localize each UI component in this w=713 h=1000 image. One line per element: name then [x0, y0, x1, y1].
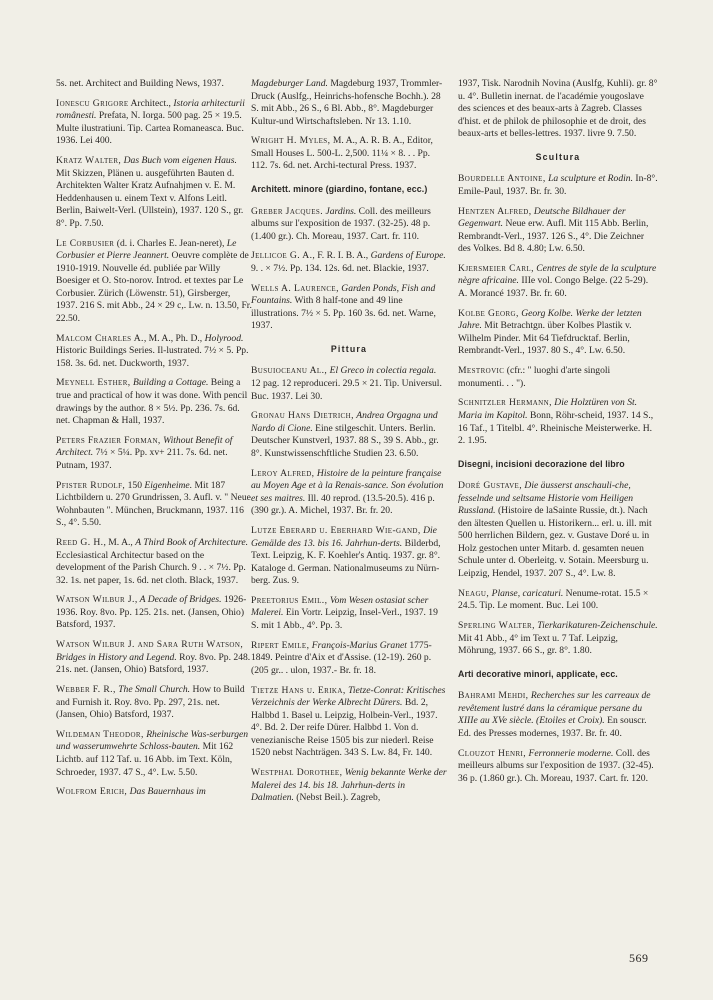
- entry-title: Vom Wesen ostasiat scher Malerei.: [251, 594, 429, 619]
- entry-author: Watson Wilbur J. and Sara Ruth Watson,: [56, 639, 244, 651]
- entry-author: Doré Gustave,: [458, 480, 523, 492]
- bibliography-entry: [458, 263, 658, 301]
- section-heading: Pittura: [330, 343, 368, 354]
- entry-author: Le Corbusier: [56, 237, 115, 249]
- bibliography-entry: [458, 480, 658, 580]
- bibliography-entry: [251, 640, 447, 678]
- entry-author: Jellicoe G. A.: [251, 250, 313, 262]
- entry-details: M. A., A. R. B. A., Editor, Small Houses L. 500-L. 2,500. 11¼ × 8. . . Pp. 112. 7s. 6d. net. Archi-tectural Press. 1937.: [251, 135, 433, 172]
- entry-details: 5s. net. Architect and Building News, 1937.: [56, 78, 224, 89]
- entry-author: Neagu,: [458, 587, 490, 599]
- entry-author: Hentzen Alfred,: [458, 205, 532, 217]
- entry-title: Wenig bekannte Werke der Malerei des 14. bis 18. Jahrhun-derts in Dalmatien.: [251, 767, 447, 804]
- entry-details: Prefata, N. Iorga. 500 pag. 25 × 19.5. Multe ilustratiuni. Tip. Cartea Romaneasca. Buc. 1936. Lei 400.: [56, 110, 244, 147]
- bibliography-entry: [458, 173, 658, 198]
- bibliography-entry: [251, 78, 447, 128]
- entry-connector: ,: [134, 594, 140, 606]
- bibliography-entry: [251, 283, 447, 333]
- entry-author: Wells A. Laurence,: [251, 282, 339, 294]
- entry-connector: (d. i. Charles E. Jean-neret),: [114, 237, 227, 249]
- entry-details: Mit 162 Lichtb. auf 112 Taf. u. 16 Abb. im Text. Köln, Schroeder, 1937. 47 S., 4°. Lw. 5.50.: [56, 741, 234, 778]
- entry-author: Meynell Esther,: [56, 377, 131, 389]
- bibliography-entry: [458, 748, 658, 786]
- entry-title: Das Bauernhaus im: [129, 786, 206, 798]
- entry-title: Das Buch vom eigenen Haus.: [123, 155, 237, 167]
- entry-title: Histoire de la peinture française au Moyen Age et à la Renais-sance. Son évolution et ses maitres.: [251, 467, 444, 504]
- entry-title: Gardens of Europe.: [370, 250, 446, 262]
- entry-details: Coll. des meilleurs albums sur l'exposition de 1937. (32-25). 48 p. (1.400 gr.). Ch. Moreau, 1937. Cart. fr. 110.: [251, 205, 431, 242]
- bibliography-entry: [458, 206, 658, 256]
- entry-title: Die Gemälde des 13. bis 16. Jahrhun-derts.: [251, 524, 437, 549]
- entry-author: Greber Jacques.: [251, 205, 324, 217]
- bibliography-entry: [56, 78, 252, 91]
- entry-title: Holyrood.: [204, 332, 244, 344]
- bibliography-entry: [458, 397, 658, 447]
- entry-details: En souscr. Ed. des Presses modernes, 1937. Br. fr. 40.: [458, 715, 647, 739]
- entry-title: Tietze-Conrat: Kritisches Verzeichnis der Werke Albrecht Dürers.: [251, 684, 446, 709]
- entry-title: Bridges in History and Legend.: [56, 651, 177, 663]
- bibliography-entry: [56, 155, 252, 230]
- bibliography-entry: [251, 595, 447, 633]
- entry-author: Schnitzler Hermann,: [458, 397, 552, 409]
- entry-author: Watson Wilbur J.: [56, 594, 135, 606]
- bibliography-entry: [56, 729, 252, 779]
- entry-author: Ionescu Grigore: [56, 97, 129, 109]
- bibliography-entry: [251, 410, 447, 460]
- section-heading: Architett. minore (giardino, fontane, ecc.): [251, 184, 428, 195]
- bibliography-entry: [56, 480, 252, 530]
- entry-title: Deutsche Bildhauer der Gegenwart.: [458, 205, 626, 230]
- entry-author: Wildeman Theodor,: [56, 728, 144, 740]
- entry-title: Building a Cottage.: [132, 377, 209, 389]
- entry-author: Sperling Walter,: [458, 620, 535, 631]
- entry-author: Bahrami Mehdi,: [458, 690, 529, 702]
- entry-details: Mit Skizzen, Plänen u. ausgeführten Bauten d. Architekten Walter Kratz Aufnahjmen v. E. M. Heddenhausen u. einem Text v. Alfons Leitl. Berlin, Baiwelt-Verl. (Ullstein), 1937. 120 S., gr. 8°. Pp. 7.50.: [56, 167, 244, 229]
- entry-details: Being a true and practical of how it was done. With pencil drawings by the author. 8 × 5½. Pp. 236. 7s. 6d. net. Chapman & Hall, 1937.: [56, 377, 248, 427]
- entry-details: Mit Betrachtgn. über Kolbes Plastik v. Wilhelm Pinder. Mit 64 Tiefdrucktaf. Berlin, Rembrandt-Verl., 1937. 80 S., 4°. Lw. 6.50.: [458, 320, 632, 357]
- entry-details: Mit 187 Lichtbildern u. 270 Grundrissen, 3. Aufl. v. " Neue Wohnbauten ". München, Bruckmann, 1937. 116 S., 4°. 5.50.: [56, 479, 251, 529]
- entry-title: Eigenheime.: [144, 479, 193, 491]
- bibliography-entry: [56, 435, 252, 473]
- entry-details: 9. . × 7½. Pp. 134. 12s. 6d. net. Blackie, 1937.: [251, 262, 429, 274]
- entry-details: (cfr.: " luoghi d'arte singoli monumenti. . . ").: [458, 365, 611, 389]
- entry-title: A Decade of Bridges.: [139, 594, 222, 606]
- entry-title: Die Holztüren von St. Maria im Kapitol.: [458, 397, 638, 421]
- entry-title: Tierkarikaturen-Zeichenschule.: [537, 620, 658, 631]
- entry-details: 7½ × 5¼. Pp. xv+ 211. 7s. 6d. net. Putnam, 1937.: [56, 447, 228, 471]
- entry-details: 1926-1936. Roy. 8vo. Pp. 125. 21s. net. (Jansen, Ohio) Batsford, 1937.: [56, 594, 247, 631]
- entry-connector: , F. R. I. B. A.,: [312, 250, 371, 262]
- entry-author: Reed G. H.: [56, 537, 104, 548]
- bibliography-entry: [56, 98, 252, 148]
- bibliography-entry: [251, 206, 447, 244]
- entry-title: Rheinische Was-serburgen und wasserumwehrte Schloss-bauten.: [56, 728, 249, 753]
- entry-author: Wolfrom Erich,: [56, 786, 128, 798]
- bibliography-entry: [56, 377, 252, 427]
- entry-author: Mestrovic: [458, 365, 505, 377]
- bibliography-entry: [251, 365, 447, 403]
- column-2: [251, 78, 447, 812]
- entry-details: 12 pag. 12 reproduceri. 29.5 × 21. Tip. Universul. Buc. 1937. Lei 30.: [251, 377, 442, 402]
- bibliography-entry: [251, 685, 447, 760]
- entry-title: Jardins.: [325, 205, 357, 217]
- entry-title: Recherches sur les carreaux de revêtement lustré dans la céramique persane du XIIIe au XVe siècle. (Etoiles et Croix).: [458, 690, 651, 727]
- entry-details: Historic Buildings Series. Il-lustrated. 7½ × 5. Pp. 158. 3s. 6d. net. Duckworth, 1937.: [56, 345, 249, 369]
- entry-author: Lutze Eberard u. Eberhard Wie-gand,: [251, 524, 421, 536]
- entry-title: Le Corbusier et Pierre Jeannert.: [56, 237, 237, 262]
- entry-details: IIIe vol. Congo Belge. (22 5-29). A. Morancé 1937. Br. fr. 60.: [458, 275, 649, 300]
- entry-details: Bonn, Röhr-scheid, 1937. 14 S., 16 Taf., 1 Titelbl. 4°. Rheinische Meisterwerke. H. 2. 1.95.: [458, 409, 654, 447]
- entry-author: Tietze Hans u. Erika,: [251, 684, 346, 696]
- bibliography-entry: [251, 468, 447, 518]
- entry-details: Neue erw. Aufl. Mit 115 Abb. Berlin, Rembrandt-Verl., 1937. 126 S., 4°. Die Zeichner des Volkes. Bd 8. 4.80; Lw. 6.50.: [458, 218, 649, 255]
- column-1: [56, 78, 252, 806]
- section-heading: Arti decorative minori, applicate, ecc.: [458, 668, 618, 679]
- entry-author: Pfister Rudolf,: [56, 479, 126, 491]
- entry-author: Kratz Walter,: [56, 155, 122, 167]
- entry-author: Webber F. R.,: [56, 684, 116, 696]
- entry-details: 1937, Tisk. Narodnih Novina (Auslfg, Kuhli). gr. 8° u. 4°. Bulletin inernat. de l'académie yougoslave des sciences et des beaux-arts à Zagreb. Classes d'hist. et de philok de philosophie et de droit, des beaux-arts et belles-lettres. 1937. livre 9. 7.50.: [458, 78, 658, 140]
- entry-title: Without Benefit of Architect.: [56, 434, 233, 459]
- bibliography-entry: [251, 135, 447, 173]
- entry-author: Clouzot Henri,: [458, 747, 527, 759]
- entry-title: François-Marius Granet: [311, 639, 407, 651]
- entry-author: Preetorius Emil.,: [251, 594, 328, 606]
- entry-author: Busuioceanu Al.,: [251, 365, 328, 377]
- entry-title: Georg Kolbe. Werke der letzten Jahre.: [458, 307, 642, 332]
- bibliography-entry: [56, 684, 252, 722]
- entry-author: Gronau Hans Dietrich,: [251, 410, 354, 422]
- entry-details: Oeuvre complète de 1910-1919. Nouvelle éd. publiée par Willy Boesiger et O. Sto-norov. Introd. et textes par Le Corbusier. Zürich (Löwenstr. 51), Girsberger, 1937. 216 S. mit Abb., 24 × 29 c,. Lw. n. 13.50, Fr. 22.50.: [56, 250, 252, 324]
- entry-title: Die äusserst anschauli-che, fesselnde und seltsame Historie vom Heiligen Russland.: [458, 480, 634, 517]
- entry-details: Roy. 8vo. Pp. 248. 21s. net. (Jansen, Ohio) Batsford, 1937.: [56, 651, 251, 676]
- bibliography-entry: [251, 250, 447, 275]
- entry-title: Istoria arhitecturii românesti.: [56, 97, 245, 122]
- entry-title: Garden Ponds, Fish and Fountains.: [251, 282, 436, 307]
- entry-author: Wright H. Myles,: [251, 135, 331, 147]
- entry-author: Malcom Charles A.: [56, 332, 144, 344]
- entry-details: Magdeburg 1937, Trommler- Druck (Auslfg., Heinrichs-hofensche Bochh.). 28 S. mit Abb., 26 S., 6 Bl. Abb., 8°. Magdeburger Kultur-und Wirtschaftsleben. Nr 13. 1.10.: [251, 78, 443, 127]
- entry-author: Bourdelle Antoine,: [458, 173, 546, 185]
- entry-title: Planse, caricaturi.: [491, 587, 564, 599]
- bibliography-entry: [56, 639, 252, 677]
- entry-details: Coll. des meilleurs albums sur l'exposition de 1937. (32-45). 36 p. (1.860 gr.). Ch. Moreau, 1937. Cart. fr. 120.: [458, 747, 654, 784]
- bibliography-entry: [56, 238, 252, 326]
- entry-details: Mit 41 Abb., 4° im Text u. 7 Taf. Leipzig, Möhrung, 1937. 66 S., gr. 8°. 1.80.: [458, 632, 618, 657]
- bibliography-entry: [56, 333, 252, 371]
- entry-details: How to Build and Furnish it. Roy. 8vo. Pp. 297, 21s. net. (Jansen, Ohio) Batsford, 1937.: [56, 684, 245, 721]
- entry-connector: , M. A., Ph. D.,: [143, 332, 205, 344]
- bibliography-entry: [458, 588, 658, 613]
- entry-connector: 150: [125, 479, 145, 491]
- bibliography-entry: [458, 690, 658, 740]
- entry-author: Westphal Dorothee,: [251, 767, 343, 779]
- entry-author: Kjersmeier Carl,: [458, 262, 534, 274]
- entry-author: Kolbe Georg,: [458, 307, 519, 319]
- entry-title: The Small Church.: [118, 684, 191, 696]
- entry-details: Nenume-rotat. 15.5 × 24.5. Tip. Le moment. Buc. Lei 100.: [458, 587, 649, 612]
- entry-connector: , M. A.,: [103, 537, 136, 548]
- entry-title: Andrea Orgagna und Nardo di Cione.: [251, 410, 438, 434]
- bibliography-entry: [251, 525, 447, 588]
- entry-author: Peters Frazier Forman,: [56, 434, 161, 446]
- entry-title: Ferronnerie moderne.: [528, 747, 614, 759]
- entry-author: Ripert Emile,: [251, 639, 310, 651]
- bibliography-entry: [251, 767, 447, 805]
- bibliography-entry: [56, 537, 252, 587]
- bibliography-entry: [458, 78, 658, 141]
- entry-details: Eine stilgeschit. Unters. Berlin. Deutscher Kunstverl, 1937. 88 S., 39 S. Abb., gr. 8°. Kunstwissenschftliche Studien 23. 6.50.: [251, 422, 439, 459]
- entry-title: A Third Book of Architecture.: [135, 537, 249, 548]
- bibliography-entry: [56, 594, 252, 632]
- section-heading: Disegni, incisioni decorazione del libro: [458, 458, 625, 469]
- page-number: 569: [629, 951, 649, 965]
- entry-details: (Nebst Beil.). Zagreb,: [293, 792, 381, 804]
- bibliography-entry: [458, 308, 658, 358]
- entry-details: Ein Vortr. Leipzig, Insel-Verl., 1937. 19 S. mit 1 Abb., 4°. Pp. 3.: [251, 607, 438, 631]
- bibliography-entry: [458, 365, 658, 390]
- entry-details: Ecclesiastical Architectur based on the development of the Parish Church. 9 . . × 7½. Pp. 32. 1s. net paper, 1s. 6d. net cloth. Black, 1937.: [56, 549, 246, 586]
- entry-title: Magdeburger Land.: [251, 78, 328, 89]
- entry-title: El Greco in colectia regala.: [329, 365, 437, 377]
- entry-details: In-8°. Emile-Paul, 1937. Br. fr. 30.: [458, 173, 658, 197]
- entry-details: (Histoire de laSainte Russie, dt.). Nach den ältesten Quellen u. Historikern... erl. u. ill. mit 500 herrlichen Bildern, gez. v. Gustave Doré u. in Holz gestochen unter Mitarb. d. gesamten neuen Schule unter d. Oberleitg. v. Sotain. Meersburg u. Leipzig, Hendel, 1937. 207 S., 4°. Lw. 8.: [458, 505, 652, 579]
- entry-author: Leroy Alfred,: [251, 467, 315, 479]
- entry-details: Ill. 40 reprod. (13.5-20.5). 416 p. (390 gr.). A. Michel, 1937. Br. fr. 20.: [251, 492, 435, 517]
- entry-details: Bilderbd, Text. Leipzig, K. F. Koehler's Antiq. 1937. gr. 8°. Kataloge d. German. Nationalmuseums zu Nürn-berg. Zus. 9.: [251, 537, 441, 587]
- section-heading: Scultura: [535, 151, 581, 162]
- bibliography-entry: [458, 620, 658, 658]
- entry-title: Centres de style de la sculpture nègre africaine.: [458, 262, 657, 287]
- entry-title: La sculpture et Rodin.: [548, 173, 633, 185]
- bibliography-entry: [56, 786, 252, 799]
- entry-details: With 8 half-tone and 49 line illustrations. 7½ × 5. Pp. 160 3s. 6d. net. Warne, 1937.: [251, 295, 436, 332]
- entry-connector: Architect.,: [128, 97, 174, 109]
- column-3: [458, 78, 658, 792]
- entry-details: 1775-1849. Peintre d'Aix et d'Assise. (12-19). 260 p. (205 gr.. . ulon, 1937.- Br. fr. 18.: [251, 639, 432, 676]
- entry-details: Bd. 2, Halbbd 1. Basel u. Leipzig, Holbein-Verl., 1937. 4°. Bd. 2. Der reife Dürer. Halbbd 1. Von d. venezianische Reise 1505 bis zur niederl. Reise 1520 nebst Nachträgen. 343 S. Lw. 84, Fr. 140.: [251, 697, 438, 759]
